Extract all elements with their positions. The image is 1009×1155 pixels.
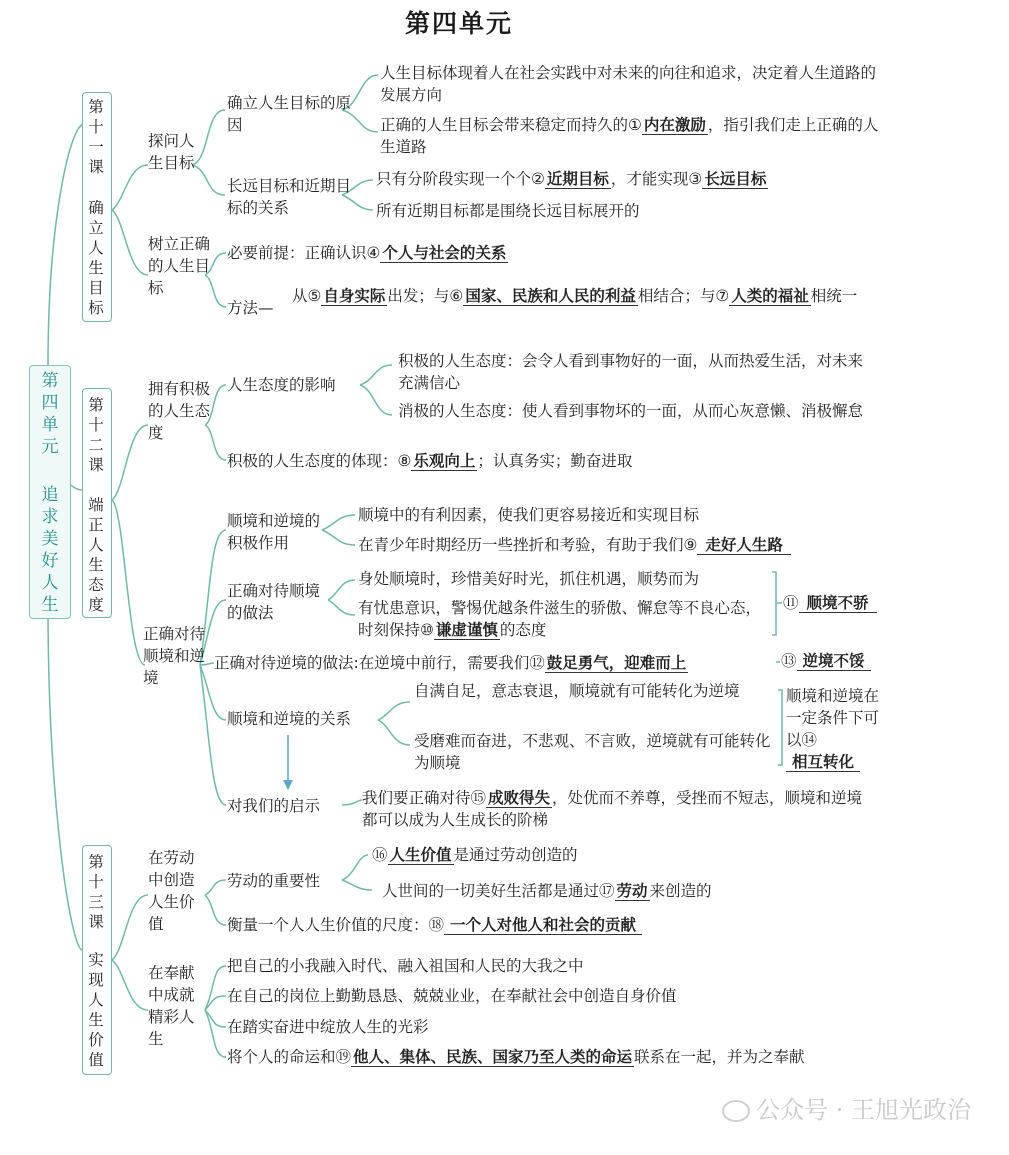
sub-prosperity-way: 正确对待顺境的做法 — [227, 582, 321, 622]
lesson-12-name: 端正人生态度 — [88, 496, 104, 614]
answer-13: ⑬ 逆境不馁 — [781, 650, 871, 672]
topic-1: 探问人生目标 — [148, 132, 195, 172]
lesson-11-label: 第十一课 — [88, 98, 104, 176]
sub-labor-importance: 劳动的重要性 — [227, 872, 321, 890]
leaf-relation-a: 自满自足，意志衰退，顺境就有可能转化为逆境 — [414, 682, 740, 700]
leaf-dedication-2: 在自己的岗位上勤勤恳恳、兢兢业业，在奉献社会中创造自身价值 — [227, 987, 677, 1005]
answer-4: 个人与社会的关系 — [382, 244, 507, 262]
sub-goal-reason: 确立人生目标的原因 — [227, 94, 352, 134]
lesson-13-label: 第十三课 — [88, 853, 104, 931]
sub-adversity-role: 顺境和逆境的积极作用 — [227, 512, 321, 552]
sub-adversity-way: 正确对待逆境的做法:在逆境中前行，需要我们⑫ 鼓足勇气，迎难而上 — [214, 654, 687, 672]
leaf-dedication-1: 把自己的小我融入时代、融入祖国和人民的大我之中 — [227, 957, 584, 975]
leaf-relation-b: 受磨难而奋进，不悲观、不言败，逆境就有可能转化为顺境 — [414, 732, 771, 772]
leaf-prosperity-2: 有忧患意识，警惕优越条件滋生的骄傲、懈怠等不良心态，时刻保持⑩ 谦虚谨慎 的态度 — [358, 599, 762, 639]
leaf-goal-1: 人生目标体现着人在社会实践中对未来的向往和追求，决定着人生道路的发展方向 — [380, 64, 877, 104]
sub-method: 方法— — [227, 299, 274, 317]
sub-attitude-influence: 人生态度的影响 — [227, 376, 336, 394]
sub-relation: 顺境和逆境的关系 — [227, 710, 352, 728]
leaf-positive: 积极的人生态度：会令人看到事物好的一面，从而热爱生活，对未来充满信心 — [398, 352, 864, 392]
leaf-prosperity-1: 身处顺境时，珍惜美好时光，抓住机遇，顺势而为 — [358, 570, 700, 588]
sub-attitude-show: 积极的人生态度的体现：⑧ 乐观向上 ；认真务实；勤奋进取 — [227, 452, 633, 470]
leaf-relation-conclusion: 顺境和逆境在一定条件下可以⑭ 相互转化 — [786, 687, 880, 771]
leaf-goal-2: 正确的人生目标会带来稳定而持久的① 内在激励 ，指引我们走上正确的人生道路 — [380, 116, 879, 156]
leaf-relation-2: 所有近期目标都是围绕长远目标展开的 — [376, 202, 640, 220]
leaf-negative: 消极的人生态度：使人看到事物坏的一面，从而心灰意懒、消极懈怠 — [398, 402, 864, 420]
topic-2: 树立正确的人生目标 — [148, 235, 211, 297]
leaf-dedication-4: 将个人的命运和⑲ 他人、集体、民族、国家乃至人类的命运 联系在一起，并为之奉献 — [227, 1048, 805, 1066]
topic-3: 拥有积极的人生态度 — [148, 380, 211, 442]
leaf-youth-setback: 在青少年时期经历一些挫折和考验，有助于我们⑨ 走好人生路 — [358, 534, 791, 556]
unit-subtitle: 追求美好人生 — [41, 485, 59, 615]
sub-goal-relation: 长远目标和近期目标的关系 — [227, 177, 352, 217]
page-title: 第四单元 — [405, 9, 514, 38]
sub-inspiration: 对我们的启示 — [227, 797, 321, 815]
sub-premise: 必要前提：正确认识④ 个人与社会的关系 — [227, 244, 507, 262]
lesson-13-name: 实现人生价值 — [88, 951, 104, 1069]
lesson-11-name: 确立人生目标 — [88, 199, 104, 317]
wechat-icon — [722, 1100, 750, 1122]
topic-5: 在劳动中创造人生价值 — [148, 849, 195, 933]
unit-label: 第四单元 — [41, 371, 59, 457]
leaf-labor-1: ⑯ 人生价值 是通过劳动创造的 — [372, 846, 578, 864]
leaf-relation-1: 只有分阶段实现一个个② 近期目标 ，才能实现③ 长远目标 — [376, 170, 767, 188]
topic-6: 在奉献中成就精彩人生 — [148, 964, 195, 1048]
sub-value-measure: 衡量一个人人生价值的尺度：⑱ 一个人对他人和社会的贡献 — [227, 914, 642, 936]
leaf-dedication-3: 在踏实奋进中绽放人生的光彩 — [227, 1018, 429, 1036]
watermark: 公众号 · 王旭光政治 — [722, 1090, 971, 1125]
leaf-prosperity-factor: 顺境中的有利因素，使我们更容易接近和实现目标 — [358, 506, 700, 524]
topic-4: 正确对待顺境和逆境 — [143, 625, 206, 687]
lesson-12-label: 第十二课 — [88, 396, 104, 474]
leaf-labor-2: 人世间的一切美好生活都是通过⑰ 劳动 来创造的 — [382, 882, 712, 900]
answer-11: ⑪ 顺境不骄 — [783, 592, 877, 614]
leaf-method: 从⑤ 自身实际 出发；与⑥ 国家、民族和人民的利益 相结合；与⑦ 人类的福祉 相统一 — [292, 287, 858, 305]
leaf-inspiration: 我们要正确对待⑮ 成败得失 ，处优而不养尊，受挫而不短志，顺境和逆境都可以成为人生成长的阶梯 — [362, 789, 863, 829]
